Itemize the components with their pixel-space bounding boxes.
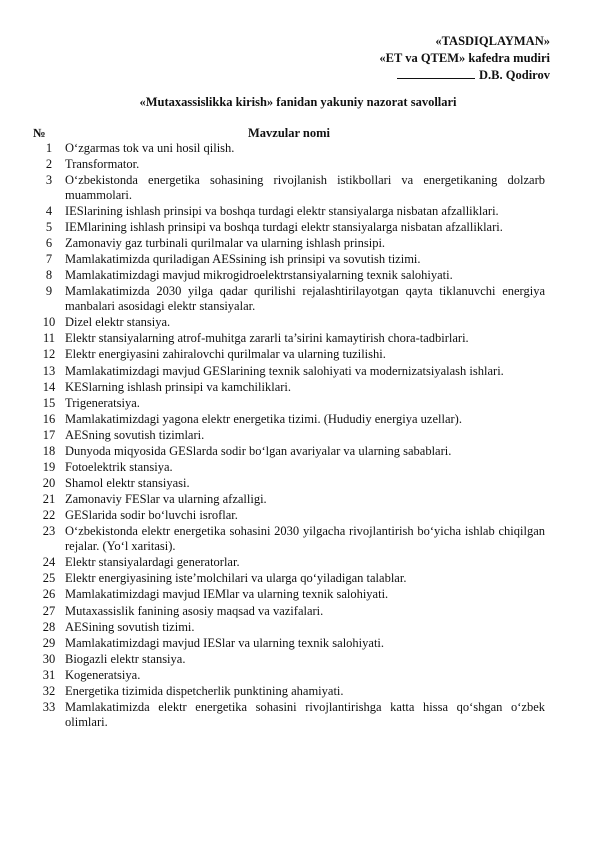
signature-blank — [397, 67, 475, 79]
approval-block — [379, 33, 550, 84]
item-number: 2 — [45, 157, 53, 172]
document-title: «Mutaxassislikka kirish» fanidan yakuniy nazorat savollari — [139, 95, 457, 109]
list-item — [33, 141, 545, 156]
item-number: 27 — [42, 603, 56, 618]
item-text: Mamlakatimizdagi mavjud mikrogidroelektrstansiyalarning texnik salohiyati. — [65, 268, 453, 283]
item-text: O‘zbekistonda energetika sohasining rivojlanish istikbollari va energetikaning dolzarb muammolari. — [65, 173, 545, 202]
item-text: KESlarning ishlash prinsipi va kamchiliklari. — [65, 379, 292, 394]
item-number: 22 — [42, 508, 56, 523]
item-number: 19 — [42, 460, 56, 475]
item-text: Mamlakatimizda 2030 yilga qadar qurilishi rejalashtirilayotgan qayta tiklanuvchi energiya manbalari asosidagi elektr stansiyalar. — [65, 284, 545, 314]
number-column-header: № — [33, 126, 46, 140]
list-item — [33, 157, 545, 172]
item-number: 17 — [42, 427, 56, 442]
item-number: 24 — [42, 555, 56, 570]
item-text: Trigeneratsiya. — [65, 395, 140, 410]
list-item — [33, 492, 545, 507]
item-number: 10 — [42, 315, 56, 330]
item-text: Zamonaviy gaz turbinali qurilmalar va ularning ishlash prinsipi. — [65, 236, 386, 251]
list-item — [33, 220, 545, 235]
approval-heading: «TASDIQLAYMAN» — [435, 34, 550, 48]
item-number: 26 — [42, 587, 56, 602]
item-text: Shamol elektr stansiyasi. — [65, 476, 190, 491]
item-text: Elektr energiyasining iste’molchilari va ularga qo‘yiladigan talablar. — [65, 571, 407, 586]
questions-list — [33, 141, 545, 731]
item-text: GESlarida sodir bo‘luvchi isroflar. — [65, 508, 238, 523]
list-item — [33, 668, 545, 683]
item-text: Dizel elektr stansiya. — [65, 315, 171, 330]
item-number: 13 — [42, 363, 56, 378]
list-item — [33, 204, 545, 219]
list-item — [33, 476, 545, 491]
list-item — [33, 331, 545, 346]
item-text: IEMlarining ishlash prinsipi va boshqa turdagi elektr stansiyalarga nisbatan afzalliklari. — [65, 220, 503, 235]
item-text: Zamonaviy FESlar va ularning afzalligi. — [65, 492, 267, 507]
list-item — [33, 364, 545, 379]
list-item — [33, 700, 545, 729]
item-number: 33 — [42, 700, 56, 715]
item-text: Biogazli elektr stansiya. — [65, 651, 186, 666]
table-header — [33, 126, 545, 142]
list-item — [33, 252, 545, 267]
list-item — [33, 428, 545, 443]
item-number: 16 — [42, 411, 56, 426]
item-number: 8 — [45, 268, 53, 283]
item-text: AESining sovutish tizimi. — [65, 619, 195, 634]
item-number: 11 — [42, 331, 56, 346]
list-item — [33, 236, 545, 251]
item-text: Mamlakatimizdagi mavjud IESlar va ularning texnik salohiyati. — [65, 635, 385, 650]
item-number: 15 — [42, 395, 56, 410]
signer-name: D.B. Qodirov — [479, 68, 550, 82]
item-number: 14 — [42, 379, 56, 394]
list-item — [33, 620, 545, 635]
list-item — [33, 636, 545, 651]
item-text: Mamlakatimizda quriladigan AESsining ish prinsipi va sovutish tizimi. — [65, 252, 421, 267]
list-item — [33, 524, 545, 553]
list-item — [33, 347, 545, 362]
list-item — [33, 444, 545, 459]
item-text: Fotoelektrik stansiya. — [65, 460, 173, 475]
item-number: 9 — [45, 284, 53, 299]
item-number: 32 — [42, 684, 56, 699]
item-number: 5 — [45, 220, 53, 235]
list-item — [33, 268, 545, 283]
item-text: Kogeneratsiya. — [65, 667, 141, 682]
item-number: 25 — [42, 571, 56, 586]
item-number: 20 — [42, 476, 56, 491]
list-item — [33, 508, 545, 523]
item-number: 31 — [42, 667, 56, 682]
item-number: 4 — [45, 203, 53, 218]
item-number: 3 — [45, 173, 53, 188]
item-text: Elektr stansiyalarning atrof-muhitga zararli ta’sirini kamaytirish chora-tadbirlari. — [65, 331, 469, 346]
item-number: 28 — [42, 619, 56, 634]
list-item — [33, 652, 545, 667]
item-text: O‘zgarmas tok va uni hosil qilish. — [65, 141, 235, 155]
item-text: Mutaxassislik fanining asosiy maqsad va vazifalari. — [65, 603, 324, 618]
list-item — [33, 284, 545, 313]
list-item — [33, 684, 545, 699]
item-text: AESning sovutish tizimlari. — [65, 427, 205, 442]
item-text: Elektr energiyasini zahiralovchi qurilmalar va ularning tuzilishi. — [65, 347, 386, 362]
list-item — [33, 571, 545, 586]
item-number: 21 — [42, 492, 56, 507]
item-text: Mamlakatimizdagi mavjud IEMlar va ularning texnik salohiyati. — [65, 587, 389, 602]
list-item — [33, 587, 545, 602]
item-text: Energetika tizimida dispetcherlik punktining ahamiyati. — [65, 684, 344, 699]
item-number: 7 — [45, 252, 53, 267]
item-text: Dunyoda miqyosida GESlarda sodir bo‘lgan avariyalar va ularning sabablari. — [65, 444, 452, 458]
list-item — [33, 173, 545, 202]
item-number: 1 — [45, 141, 53, 155]
item-number: 29 — [42, 635, 56, 650]
item-text: O‘zbekistonda elektr energetika sohasini 2030 yilgacha rivojlantirish bo‘yicha ishlab chiqilgan rejalar. (Yo‘l xaritasi). — [65, 524, 545, 554]
topic-column-header: Mavzular nomi — [247, 126, 331, 140]
item-number: 12 — [42, 347, 56, 362]
signature-line — [397, 67, 550, 84]
item-text: IESlarining ishlash prinsipi va boshqa turdagi elektr stansiyalarga nisbatan afzalliklari. — [65, 203, 499, 218]
list-item — [33, 412, 545, 427]
item-text: Transformator. — [65, 157, 140, 172]
list-item — [33, 555, 545, 570]
item-text: Elektr stansiyalardagi generatorlar. — [65, 555, 240, 570]
item-number: 18 — [42, 444, 56, 458]
approval-position: «ET va QTEM» kafedra mudiri — [379, 51, 550, 65]
item-text: Mamlakatimizdagi yagona elektr energetika tizimi. (Hududiy energiya uzellar). — [65, 411, 462, 426]
item-number: 23 — [42, 524, 56, 539]
item-text: Mamlakatimizda elektr energetika sohasini rivojlantirishga katta hissa qo‘shgan o‘zbek olimlari. — [65, 700, 545, 729]
list-item — [33, 604, 545, 619]
item-text: Mamlakatimizdagi mavjud GESlarining texnik salohiyati va modernizatsiyalash ishlari. — [65, 363, 504, 378]
list-item — [33, 460, 545, 475]
list-item — [33, 315, 545, 330]
list-item — [33, 380, 545, 395]
item-number: 6 — [45, 236, 53, 251]
item-number: 30 — [42, 651, 56, 666]
list-item — [33, 396, 545, 411]
